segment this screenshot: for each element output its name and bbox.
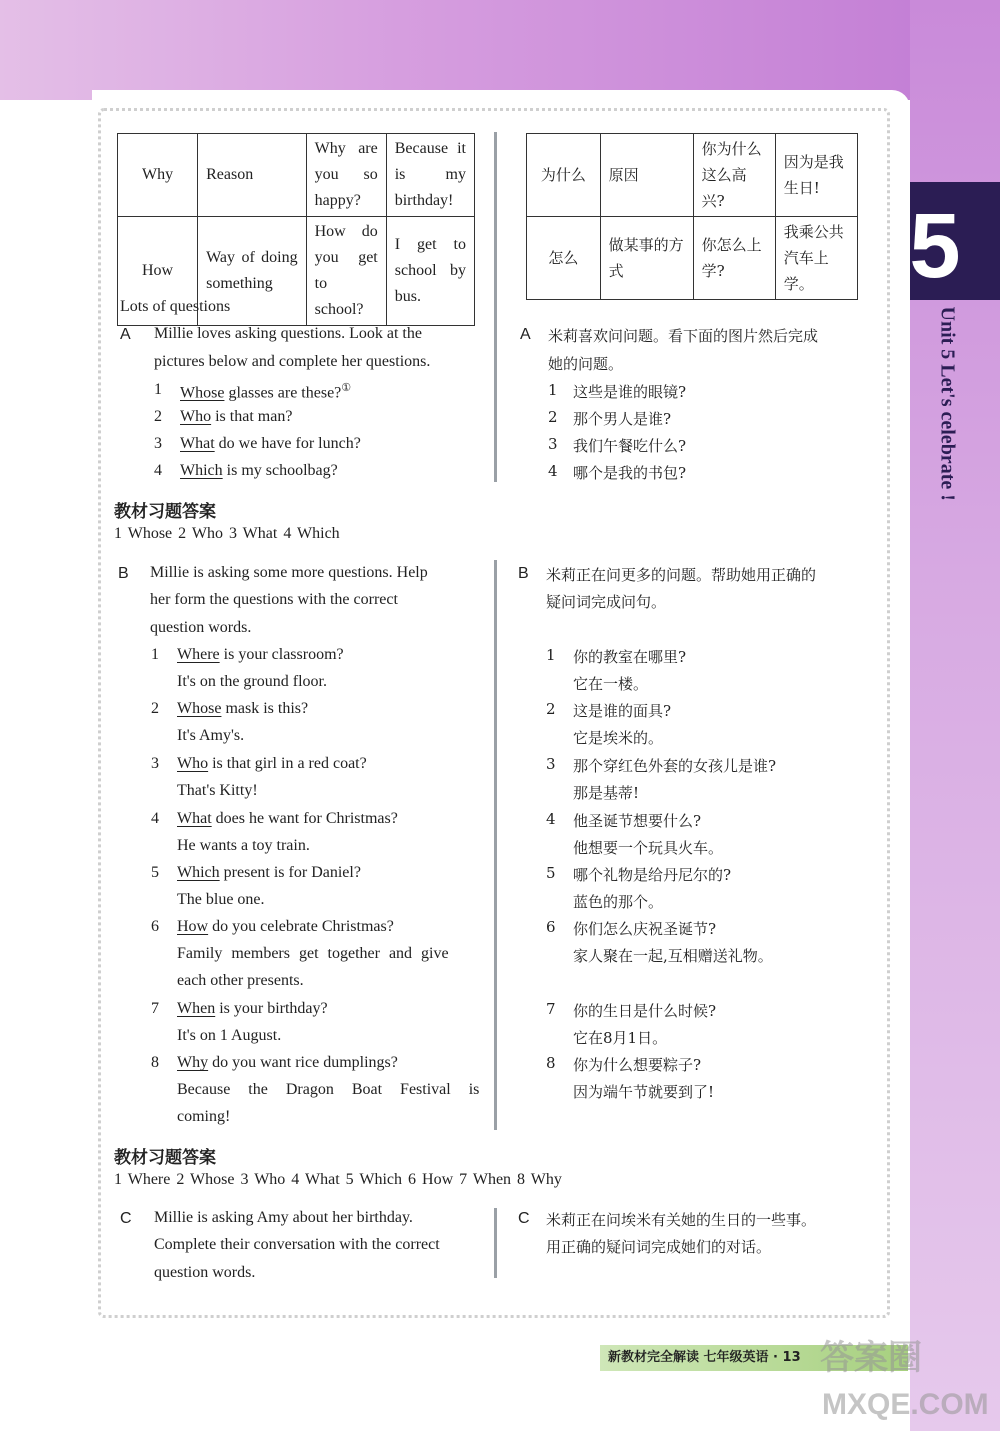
instruction-en: Millie is asking Amy about her birthday.: [154, 1209, 413, 1226]
table-cell: Why are you so happy?: [306, 134, 386, 217]
exercise-label-a-cn: A: [520, 326, 531, 343]
answer-word: Whose: [177, 700, 222, 717]
item-number: 2: [546, 700, 556, 718]
exercise-label-b-cn: B: [518, 565, 529, 582]
question-item: [177, 810, 398, 828]
translation: 这些是谁的眼镜?: [573, 383, 687, 401]
answer-word: How: [177, 918, 209, 935]
answer-line: Because the Dragon Boat Festival is: [177, 1081, 480, 1098]
header-band: [0, 0, 1000, 100]
item-number: 2: [548, 408, 558, 426]
table-cell: 原因: [600, 134, 693, 217]
instruction-cn: 疑问词完成问句。: [546, 593, 667, 611]
column-divider: [494, 560, 497, 1130]
item-number: 2: [151, 700, 159, 717]
exercise-label-c: C: [120, 1210, 132, 1227]
item-number: 4: [151, 810, 159, 827]
item-number: 4: [154, 462, 162, 479]
answer-line: The blue one.: [177, 891, 265, 908]
unit-number: 5: [909, 195, 961, 297]
translation: 你的教室在哪里?: [573, 648, 687, 666]
translation: 这是谁的面具?: [573, 702, 672, 720]
question-item: [177, 1000, 328, 1018]
answer-line: each other presents.: [177, 972, 304, 989]
instruction-cn: 用正确的疑问词完成她们的对话。: [546, 1238, 772, 1256]
watermark-logo: 答案圈: [820, 1338, 922, 1378]
translation: 你们怎么庆祝圣诞节?: [573, 920, 717, 938]
translation: 你的生日是什么时候?: [573, 1002, 717, 1020]
instruction-cn: 她的问题。: [548, 355, 624, 373]
translation: 哪个礼物是给丹尼尔的?: [573, 866, 732, 884]
item-number: 3: [154, 435, 162, 452]
table-cell: 你为什么这么高兴?: [693, 134, 775, 217]
question-item: [180, 435, 361, 453]
translation: 家人聚在一起,互相赠送礼物。: [573, 947, 773, 965]
table-cell: 我乘公共汽车上学。: [775, 217, 857, 300]
translation: 那是基蒂!: [573, 784, 640, 802]
translation: 它在一楼。: [573, 675, 649, 693]
answer-line: It's Amy's.: [177, 727, 245, 744]
table-cell: Why: [118, 134, 198, 217]
item-number: 1: [548, 381, 558, 399]
footer-text: 新教材完全解读 七年级英语 ·: [608, 1350, 783, 1365]
question-text: do you want rice dumplings?: [208, 1054, 398, 1071]
translation: 我们午餐吃什么?: [573, 437, 687, 455]
item-number: 1: [546, 646, 556, 664]
instruction-en: question words.: [150, 619, 252, 636]
table-cell: Because it is my birthday!: [386, 134, 474, 217]
instruction-en: Millie loves asking questions. Look at the: [154, 325, 422, 342]
watermark-url: MXQE.COM: [822, 1388, 989, 1421]
translation: 你为什么想要粽子?: [573, 1056, 702, 1074]
item-number: 8: [151, 1054, 159, 1071]
item-number: 2: [154, 408, 162, 425]
answers-heading: 教材习题答案: [114, 502, 216, 522]
table-cell: 怎么: [527, 217, 601, 300]
question-text: do you celebrate Christmas?: [208, 918, 394, 935]
question-text: do we have for lunch?: [214, 435, 361, 452]
item-number: 4: [546, 810, 556, 828]
translation: 哪个是我的书包?: [573, 464, 687, 482]
translation: 蓝色的那个。: [573, 893, 664, 911]
answer-word: Why: [177, 1054, 209, 1071]
instruction-en: Millie is asking some more questions. Help: [150, 564, 428, 581]
instruction-en: her form the questions with the correct: [150, 591, 398, 608]
translation: 他圣诞节想要什么?: [573, 812, 702, 830]
instruction-cn: 米莉喜欢问问题。看下面的图片然后完成: [548, 327, 819, 345]
question-text: does he want for Christmas?: [211, 810, 398, 827]
question-item: [177, 700, 308, 718]
translation: 那个男人是谁?: [573, 410, 672, 428]
item-number: 1: [151, 646, 159, 663]
question-item: [177, 918, 394, 936]
translation: 它在8月1日。: [573, 1029, 668, 1047]
question-text: mask is this?: [221, 700, 309, 717]
item-number: 6: [546, 918, 556, 936]
question-text: present is for Daniel?: [219, 864, 361, 881]
translation: 那个穿红色外套的女孩儿是谁?: [573, 757, 777, 775]
table-cell: 做某事的方式: [600, 217, 693, 300]
instruction-cn: 米莉正在问埃米有关她的生日的一些事。: [546, 1211, 817, 1229]
answer-word: Who: [177, 755, 209, 772]
item-number: 7: [151, 1000, 159, 1017]
translation: 因为端午节就要到了!: [573, 1083, 715, 1101]
answer-line: It's on 1 August.: [177, 1027, 282, 1044]
instruction-cn: 米莉正在问更多的问题。帮助她用正确的: [546, 566, 817, 584]
question-item: [180, 408, 292, 426]
question-text: is my schoolbag?: [222, 462, 338, 479]
item-number: 7: [546, 1000, 556, 1018]
answer-word: Which: [177, 864, 220, 881]
answer-line: Family members get together and give: [177, 945, 449, 962]
table-cell: 因为是我生日!: [775, 134, 857, 217]
item-number: 1: [154, 381, 162, 398]
question-text: is your birthday?: [215, 1000, 328, 1017]
item-number: 5: [546, 864, 556, 882]
table-cell: 为什么: [527, 134, 601, 217]
question-item: [177, 864, 361, 882]
question-item: [177, 646, 344, 664]
item-number: 4: [548, 462, 558, 480]
instruction-en: Complete their conversation with the correct: [154, 1236, 440, 1253]
answers-text: 1 Whose 2 Who 3 What 4 Which: [114, 525, 340, 542]
table-cell: Way of doing something: [198, 217, 307, 326]
item-number: 5: [151, 864, 159, 881]
table-cell: Reason: [198, 134, 307, 217]
answer-line: He wants a toy train.: [177, 837, 310, 854]
column-divider: [494, 1208, 497, 1278]
table-cell: 你怎么上学?: [693, 217, 775, 300]
answer-line: That's Kitty!: [177, 782, 258, 799]
exercise-label-b: B: [118, 565, 129, 582]
answer-word: Who: [180, 408, 212, 425]
answers-text: 1 Where 2 Whose 3 Who 4 What 5 Which 6 How 7 When 8 Why: [114, 1171, 562, 1188]
section-title: Lots of questions: [120, 298, 231, 315]
item-number: 8: [546, 1054, 556, 1072]
question-text: is that girl in a red coat?: [208, 755, 367, 772]
column-divider: [494, 132, 497, 482]
answer-word: Whose: [180, 384, 225, 402]
table-cell: How do you get to school?: [306, 217, 386, 326]
page-number: 13: [782, 1350, 801, 1365]
item-number: 6: [151, 918, 159, 935]
translation: 它是埃米的。: [573, 729, 664, 747]
answer-word: What: [180, 435, 215, 452]
item-number: 3: [151, 755, 159, 772]
footnote-mark: ①: [341, 382, 352, 394]
question-text: is that man?: [211, 408, 293, 425]
question-item: [180, 381, 351, 402]
table-cell: How: [118, 217, 198, 326]
question-text: is your classroom?: [219, 646, 344, 663]
answer-line: coming!: [177, 1108, 231, 1125]
exercise-label-a: A: [120, 326, 131, 343]
answer-word: Which: [180, 462, 223, 479]
answer-line: It's on the ground floor.: [177, 673, 327, 690]
question-item: [177, 755, 367, 773]
question-word-table-cn: [526, 133, 858, 300]
answer-word: What: [177, 810, 212, 827]
table-cell: I get to school by bus.: [386, 217, 474, 326]
question-text: glasses are these?: [224, 384, 342, 402]
instruction-en: question words.: [154, 1264, 256, 1281]
instruction-en: pictures below and complete her questions.: [154, 353, 431, 370]
answer-word: Where: [177, 646, 220, 663]
question-item: [177, 1054, 398, 1072]
item-number: 3: [546, 755, 556, 773]
answer-word: When: [177, 1000, 216, 1017]
exercise-label-c-cn: C: [518, 1210, 530, 1227]
unit-title: Unit 5 Let's celebrate !: [936, 306, 959, 501]
item-number: 3: [548, 435, 558, 453]
answers-heading: 教材习题答案: [114, 1148, 216, 1168]
question-item: [180, 462, 338, 480]
translation: 他想要一个玩具火车。: [573, 839, 724, 857]
